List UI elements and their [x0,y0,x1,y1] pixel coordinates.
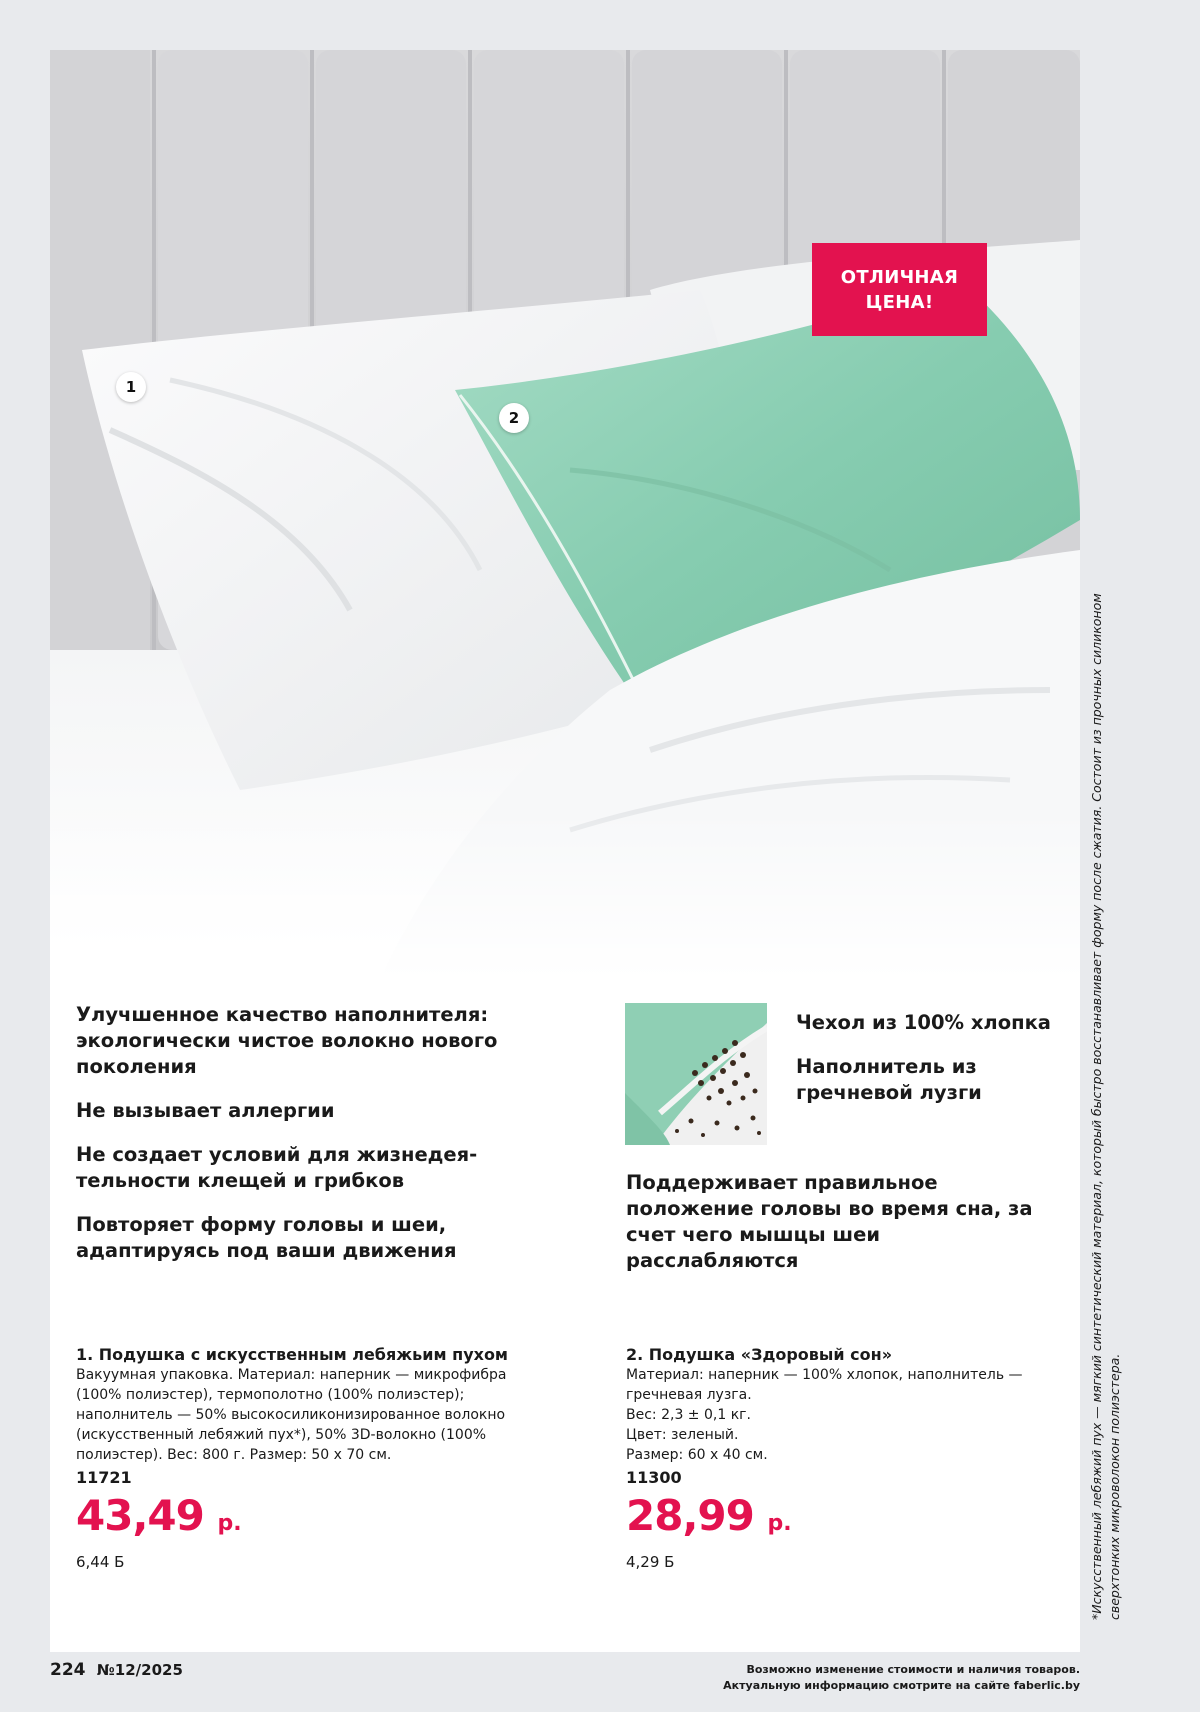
footnote-vertical: *Искусственный лебяжий пух — мягкий синтетический материал, который быстро восстанавливает форму после сжатия. Состоит из прочных силиконом сверхтонких микроволокон полиэстера. [1089,593,1122,1620]
inset-features [796,1010,1076,1124]
feature-shape-memory: Повторяет форму головы и шеи, адаптируясь под ваши движения [76,1213,457,1262]
product-2-card [626,1345,1026,1573]
product-2-color: Цвет: зеленый. [626,1427,739,1443]
buckwheat-inset-image [625,1003,767,1145]
product-2-code: 11300 [626,1468,682,1487]
product-2-price-line [626,1491,1026,1549]
feature-cotton-cover: Чехол из 100% хлопка [796,1011,1051,1034]
feature-hypoallergenic: Не вызывает аллергии [76,1099,335,1122]
product-2-currency: р. [767,1511,792,1536]
product-1-currency: р. [217,1511,242,1536]
footer-note-2: Актуальную информацию смотрите на сайте faberlic.by [723,1679,1080,1692]
marker-2: 2 [499,403,529,433]
feature-anti-mites: Не создает условий для жизнедея-тельности клещей и грибков [76,1143,478,1192]
product-2-weight: Вес: 2,3 ± 0,1 кг. [626,1407,751,1423]
product-2-size: Размер: 60 х 40 см. [626,1447,768,1463]
product-1-price: 43,49 [76,1491,204,1540]
product-1-code: 11721 [76,1468,132,1487]
product-2-price: 28,99 [626,1491,754,1540]
feature-filler-quality: Улучшенное качество наполнителя: экологически чистое волокно нового поколения [76,1003,498,1078]
great-price-badge [812,243,987,336]
page-number: 224 [50,1660,86,1680]
catalog-page [50,50,1080,1652]
badge-line-2: ЦЕНА! [865,291,934,313]
product-1-price-line [76,1491,516,1549]
feature-buckwheat-filler: Наполнитель из гречневой лузги [796,1055,982,1104]
product-1-description: Вакуумная упаковка. Материал: наперник — микрофибра (100% полиэстер), термополотно (100% полиэстер); наполнитель — 50% высокосиликонизированное волокно (искусственный лебяжий пух*), 50% 3D-волокно (100% полиэстер). Вес: 800 г. Размер: 50 х 70 см. [76,1367,507,1463]
issue-number: №12/2025 [96,1661,183,1679]
product-2-title: 2. Подушка «Здоровый сон» [626,1345,893,1364]
marker-1: 1 [116,372,146,402]
page-footer-right [723,1662,1080,1694]
product-photo [50,50,1080,980]
product-2-material: Материал: наперник — 100% хлопок, наполнитель — гречневая лузга. [626,1367,1023,1403]
badge-line-1: ОТЛИЧНАЯ [840,266,959,288]
product-1-card [76,1345,516,1573]
product-1-title: 1. Подушка с искусственным лебяжьим пухом [76,1345,509,1364]
product-1-points: 6,44 Б [76,1553,125,1571]
features-left [76,1002,546,1282]
features-right [626,1170,1046,1292]
page-footer-left [50,1660,183,1680]
feature-head-support: Поддерживает правильное положение головы во время сна, за счет чего мышцы шеи расслабляются [626,1171,1033,1272]
footer-note-1: Возможно изменение стоимости и наличия товаров. [746,1663,1080,1676]
product-2-points: 4,29 Б [626,1553,675,1571]
